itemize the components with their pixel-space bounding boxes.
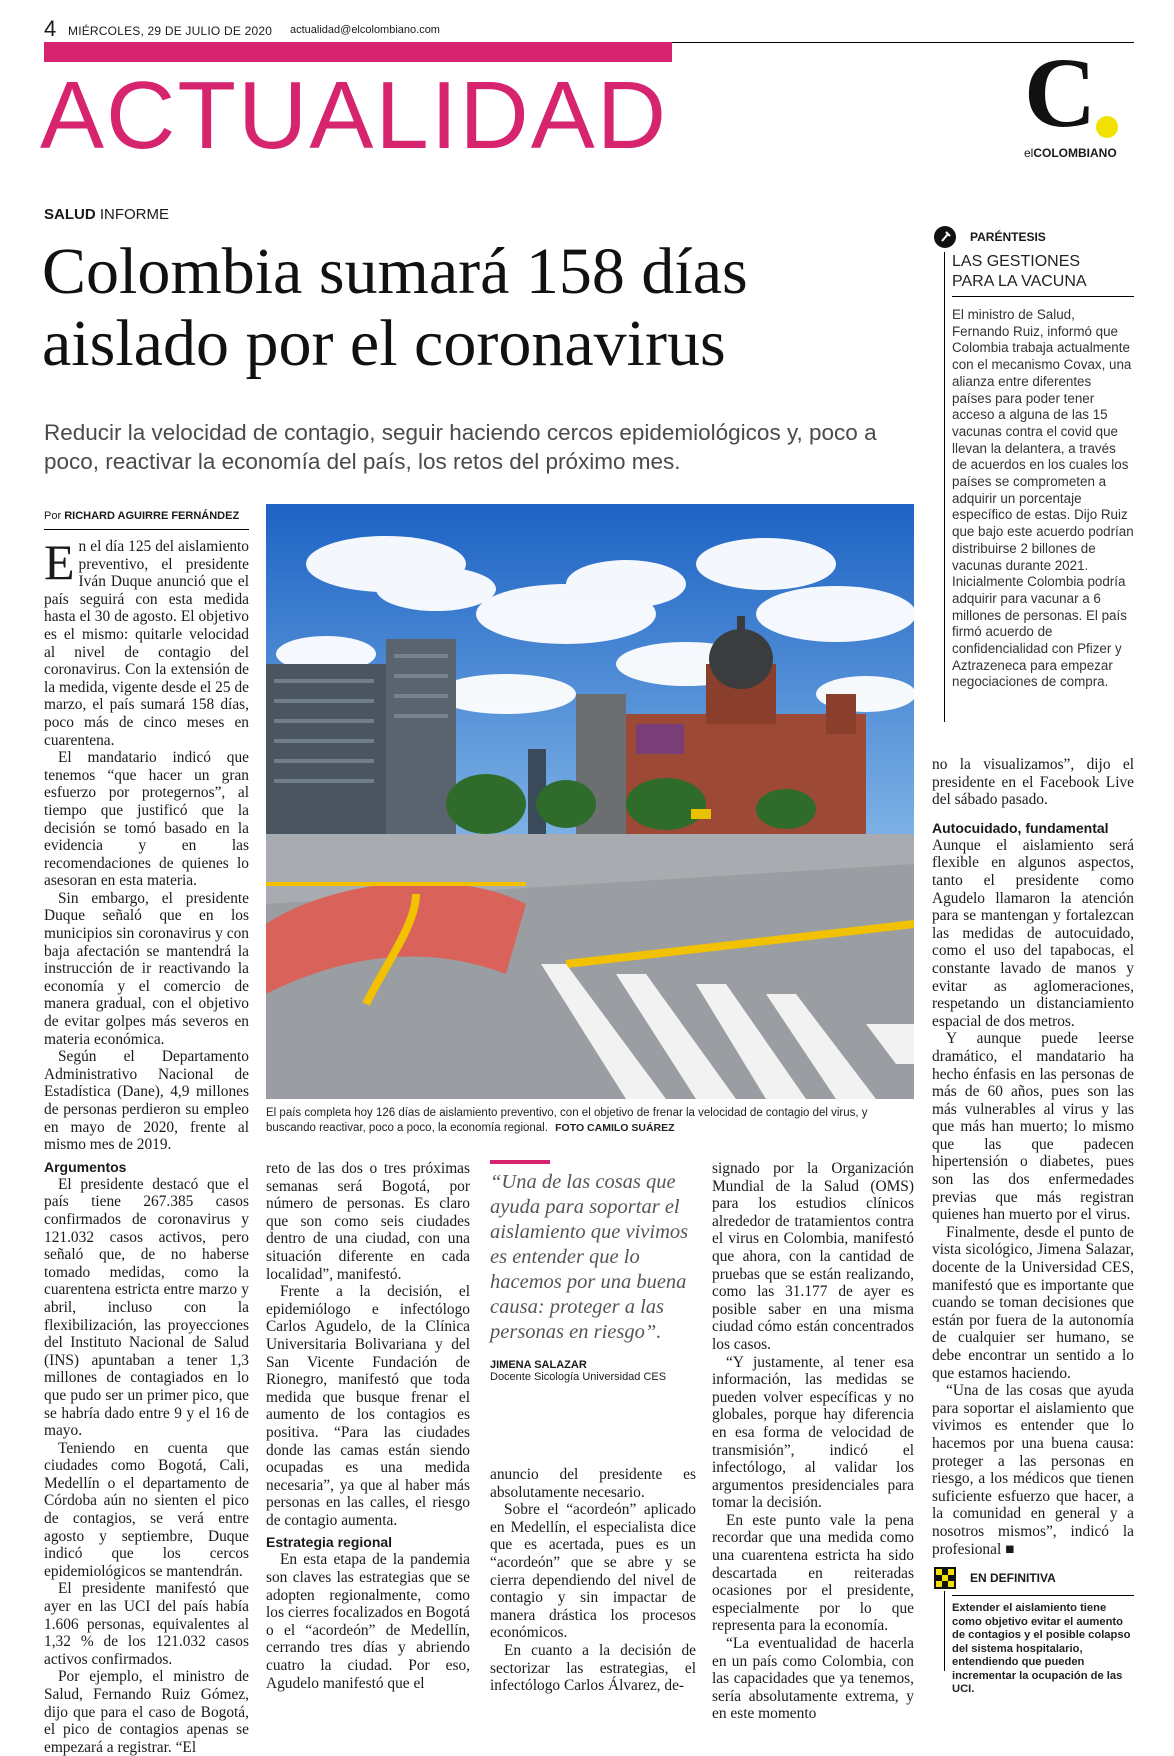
logo-dot-icon xyxy=(1096,116,1118,138)
newspaper-logo[interactable] xyxy=(1020,37,1135,162)
sidebar-label: PARÉNTESIS xyxy=(970,230,1046,244)
article-column-4 xyxy=(712,1160,914,1723)
en-definitiva-label: EN DEFINITIVA xyxy=(970,1571,1056,1585)
byline-rule xyxy=(44,529,249,530)
sidebar-parentesis xyxy=(932,226,1134,691)
paragraph: “La eventualidad de hacerla en un país como Colombia, con las capacidades que ya tenemos, sería absolutamente extrema, y en este momento xyxy=(712,1635,914,1723)
photo-credit: FOTO CAMILO SUÁREZ xyxy=(555,1122,675,1134)
paragraph: En cuanto a la decisión de sectorizar las estrategias, el infectólogo Carlos Álvarez, de- xyxy=(490,1641,696,1695)
end-mark: ■ xyxy=(1005,1540,1015,1558)
headline xyxy=(42,236,748,380)
en-definitiva-rule xyxy=(952,1595,1134,1596)
subhead-estrategia: Estrategia regional xyxy=(266,1534,393,1551)
section-email[interactable]: actualidad@elcolombiano.com xyxy=(290,24,440,36)
article-column-1 xyxy=(44,534,249,1756)
paragraph: El presidente destacó que el país tiene 267.385 casos confirmados de coronavirus y 121.032 casos activos, pero señaló que, de no haberse tomado medidas, como la cuarentena estricta entre marzo y abril, incluso con la flexibilización, las proyecciones del Instituto Nacional de Salud (INS) apuntaban a tener 1,3 millones de contagiados en lo que pudo ser un primer pico, que se habría dado entre 9 y el 16 de mayo. xyxy=(44,1175,249,1440)
paragraph: reto de las dos o tres próximas semanas será Bogotá, por número de personas. Es claro que son como seis ciudades dentro de una ciudad, con una situación diferente en cada localidad”, manifestó. xyxy=(266,1160,470,1283)
article-intro xyxy=(44,534,249,749)
paragraph: “Y justamente, al tener esa información, las medidas se pueden volver específicas y no globales, porque hay diferencia en esa forma de velocidad de transmisión”, indicó el infectólogo, al validar los argumentos presidenciales para tomar la decisión. xyxy=(712,1353,914,1512)
en-definitiva-text: Extender el aislamiento tiene como objetivo evitar el aumento de contagios y el posible colapso del sistema hospitalario, entendiendo que pueden incrementar la ocupación de las UCI. xyxy=(952,1602,1131,1695)
kicker-type: INFORME xyxy=(99,206,170,223)
pullquote-text: “Una de las cosas que ayuda para soportar el aislamiento que vivimos es entender que lo hacemos por una buena causa: proteger a las personas en riesgo”. xyxy=(490,1171,689,1343)
paragraph: En este punto vale la pena recordar que una medida como una cuarentena estricta ha sido descartada en reiteradas ocasiones por el presidente, especialmente por lo que representa para la economía. xyxy=(712,1511,914,1635)
paragraph: no la visualizamos”, dijo el presidente en el Facebook Live del sábado pasado. xyxy=(932,756,1134,809)
article-column-5 xyxy=(932,756,1134,1558)
pullquote-role: Docente Sicología Universidad CES xyxy=(490,1371,667,1383)
logo-brand-pre: el xyxy=(1024,146,1034,160)
sidebar-rule-vertical xyxy=(944,252,945,722)
sidebar-title-line-1: LAS GESTIONES xyxy=(952,253,1081,270)
paragraph: signado por la Organización Mundial de la Salud (OMS) para los estudios clínicos alrededor de tratamientos contra el virus en Colombia, manifestó que ahora, con la cantidad de pruebas que se están realizando, como las 31.177 de ayer es posible saber en una misma ciudad cómo están concentrados los casos. xyxy=(712,1160,914,1353)
pullquote-rule xyxy=(490,1160,550,1164)
sidebar-title-line-2: PARA LA VACUNA xyxy=(952,273,1087,290)
paragraph: Por ejemplo, el ministro de Salud, Fernando Ruiz Gómez, dijo que para el caso de Bogotá, el pico de contagios apenas se empezará a registrar. “El xyxy=(44,1668,249,1756)
article-column-3 xyxy=(490,1466,696,1695)
byline-author: RICHARD AGUIRRE FERNÁNDEZ xyxy=(64,510,240,522)
checker-icon xyxy=(934,1567,956,1589)
logo-brand-name: COLOMBIANO xyxy=(1033,146,1117,160)
article-kicker xyxy=(44,206,169,223)
caption-text: El país completa hoy 126 días de aislamiento preventivo, con el objetivo de frenar la velocidad de contagio del virus, y buscando reactivar, poco a poco, la economía regional. xyxy=(266,1107,868,1134)
pullquote-name: JIMENA SALAZAR xyxy=(490,1359,587,1371)
article-column-2 xyxy=(266,1160,470,1692)
drop-cap: E xyxy=(44,534,75,590)
sidebar-title-rule xyxy=(952,296,1134,297)
paragraph: anuncio del presidente es absolutamente necesario. xyxy=(490,1466,696,1501)
sidebar-body: El ministro de Salud, Fernando Ruiz, informó que Colombia trabaja actualmente con el mecanismo Covax, una alianza entre diferentes países para poder tener acceso a alguna de las 15 vacunas contra el covid que llevan la delantera, a través de acuerdos en los cuales los países se comprometen a adquirir un porcentaje específico de estas. Dijo Ruiz que bajo este acuerdo podrían distribuirse 2 billones de vacunas durante 2021. Inicialmente Colombia podría adquirir para vacunar a 6 millones de personas. El país firmó acuerdo de confidencialidad con Pfizer y Aztrazeneca para empezar negociaciones de compra. xyxy=(952,307,1134,690)
sidebar-title xyxy=(952,252,1134,292)
article-deck: Reducir la velocidad de contagio, seguir haciendo cercos epidemiológicos y, poco a poco, reactivar la economía del país, los retos del próximo mes. xyxy=(44,420,877,474)
paragraph: Teniendo en cuenta que ciudades como Bogotá, Cali, Medellín o el departamento de Córdoba aún no sienten el pico de contagios, se verá entre agosto y septiembre, Duque indicó que los cercos epidemiológicos se mantendrán. xyxy=(44,1439,249,1580)
paragraph: Frente a la decisión, el epidemiólogo e infectólogo Carlos Agudelo, de la Clínica Universitaria Bolivariana y del San Vicente Fundación de Rionegro, manifestó que toda medida que busque frenar el aumento de los contagios es positiva. “Para las ciudades donde las camas están siendo ocupadas es una medida necesaria”, ya que al haber más personas en las calles, el riesgo de contagio aumenta. xyxy=(266,1283,470,1529)
paragraph: El mandatario indicó que tenemos “que hacer un gran esfuerzo por protegernos”, al tiempo que justificó que la decisión se tomó basado en la evidencia y en las recomendaciones de quienes lo asesoran en esta materia. xyxy=(44,749,249,890)
en-definitiva-rule-vertical xyxy=(944,1591,945,1671)
intro-text: n el día 125 del aislamiento preventivo, el presidente Iván Duque anunció que el país seguirá con esta medida hasta el 30 de agosto. El objetivo es el mismo: quitarle velocidad al nivel de contagio del coronavirus. Con la extensión de la medida, vigente desde el 25 de marzo, el país sumará 158 días, poco más de cinco meses en cuarentena. xyxy=(44,538,249,749)
photo-caption xyxy=(266,1106,914,1136)
logo-brand xyxy=(1024,146,1117,160)
section-color-bar xyxy=(44,42,672,62)
headline-line-2: aislado por el coronavirus xyxy=(42,307,726,380)
closing-quote: “Una de las cosas que ayuda para soportar el aislamiento que vivimos es entender que lo hacemos por una buena causa: proteger a las personas en riesgo, a los médicos que tienen suficiente esfuerzo que hacer, a la comunidad en general y a nosotros mismos”, indicó la profesional xyxy=(932,1382,1134,1558)
byline-prefix: Por xyxy=(44,510,62,522)
headline-line-1: Colombia sumará 158 días xyxy=(42,235,748,308)
logo-letter: C xyxy=(1024,37,1097,148)
kicker-topic: SALUD xyxy=(44,206,96,223)
section-title: ACTUALIDAD xyxy=(40,62,669,169)
main-photo[interactable] xyxy=(266,504,914,1099)
subhead-autocuidado: Autocuidado, fundamental xyxy=(932,819,1109,836)
street-photo-illustration xyxy=(266,504,914,1099)
pullquote xyxy=(490,1170,696,1383)
paragraph: Según el Departamento Administrativo Nacional de Estadística (Dane), 4,9 millones de personas perdieron su empleo en mayo de 2020, frente al mismo mes de 2019. xyxy=(44,1048,249,1154)
paragraph: Finalmente, desde el punto de vista sicológico, Jimena Salazar, docente de la Universidad CES, manifestó que es importante que cuando se toman decisiones que están por fuera de la autonomía de cualquier ser humano, se debe encontrar un sentido a lo que estamos haciendo. xyxy=(932,1223,1134,1382)
paragraph: En esta etapa de la pandemia son claves las estrategias que se adopten regionalmente, como los cierres focalizados en Bogotá o el “acordeón” de Medellín, cerrando tres días y abriendo cuatro la ciudad. Por eso, Agudelo manifestó que el xyxy=(266,1551,470,1692)
en-definitiva-box xyxy=(932,1567,1134,1697)
byline xyxy=(44,510,239,522)
paragraph: El presidente manifestó que ayer en las UCI del país había 1.606 personas, equivalentes al 1,32 % de los 121.032 casos activos confirmados. xyxy=(44,1580,249,1668)
subhead-argumentos: Argumentos xyxy=(44,1158,127,1175)
page-number: 4 xyxy=(44,16,57,41)
paragraph xyxy=(932,1382,1134,1558)
paragraph: Sin embargo, el presidente Duque señaló que en los municipios sin coronavirus y con baja afectación se mantendrá la instrucción de ir reactivando la economía y el comercio de manera gradual, con el objetivo de evitar golpes más severos en materia económica. xyxy=(44,889,249,1048)
paragraph: Aunque el aislamiento será flexible en algunos aspectos, tanto el presidente como Agudelo llamaron la atención para se mantengan y fortalezcan las medidas de autocuidado, como el uso del tapabocas, el constante lavado de manos y evitar as aglomeraciones, respetando un distanciamiento espacial de dos metros. xyxy=(932,836,1134,1030)
issue-date: MIÉRCOLES, 29 DE JULIO DE 2020 xyxy=(68,24,273,38)
pin-icon xyxy=(934,226,956,248)
paragraph: Y aunque puede leerse dramático, el mandatario ha hecho énfasis en las personas de más de 60 años, pues son las más vulnerables al virus y las que más han muerto; lo mismo que las que padecen hipertensión o diabetes, pues son las dos enfermedades previas que más registran quienes han muerto por el virus. xyxy=(932,1030,1134,1224)
paragraph: Sobre el “acordeón” aplicado en Medellín, el especialista dice que es acertada, pues es un “acordeón” que se abre y se cierra dependiendo del nivel de contagio y sin impactar de manera drástica los procesos económicos. xyxy=(490,1501,696,1642)
